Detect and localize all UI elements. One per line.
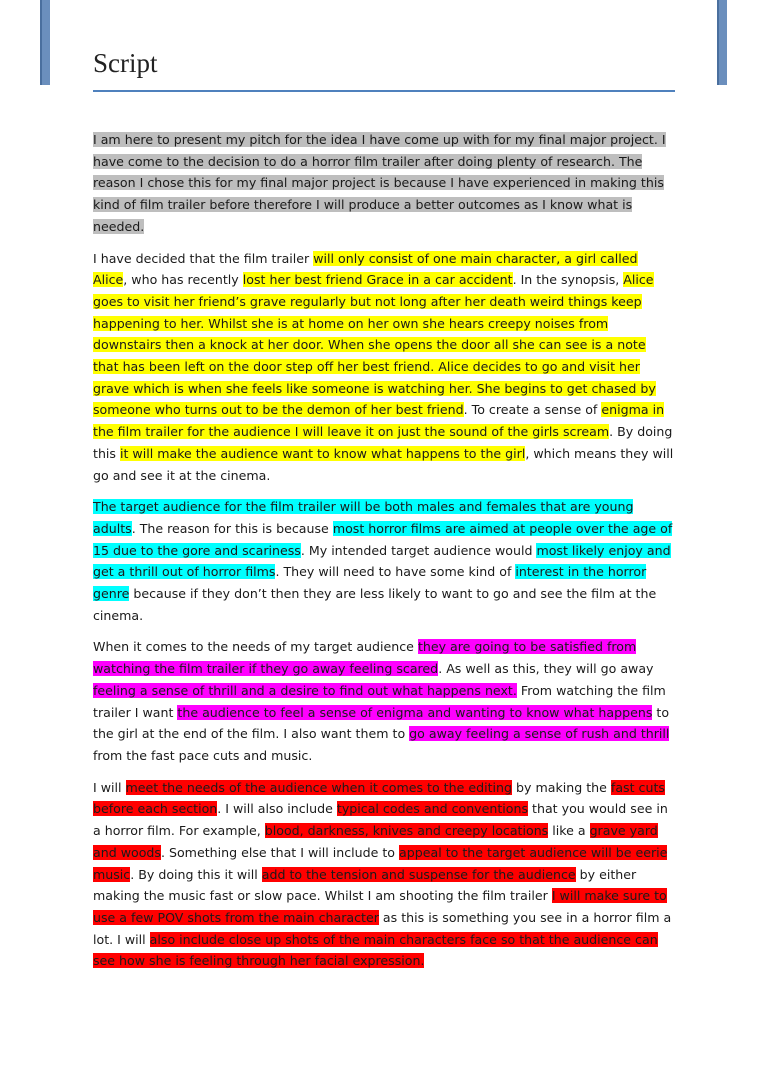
highlighted-text-cyan: most likely enjoy and get a thrill out of horror films <box>93 542 671 580</box>
highlighted-text-magenta: feeling a sense of thrill and a desire to find out what happens next. <box>93 682 517 698</box>
text-segment: I have decided that the film trailer <box>93 250 314 266</box>
text-segment: . My intended target audience would <box>300 542 537 558</box>
title-underline-divider <box>93 90 675 92</box>
highlighted-text-yellow: will only consist of one main character, a girl called Alice <box>93 250 638 288</box>
paragraph <box>93 248 675 487</box>
text-segment: as this is something you see in a horror film a lot. I will <box>93 909 672 947</box>
highlighted-text-red: also include close up shots of the main characters face so that the audience can see how she is feeling through her facial expression. <box>93 931 658 969</box>
left-decorative-bar <box>40 0 50 85</box>
highlighted-text-cyan: most horror films are aimed at people over the age of 15 due to the gore and scariness <box>93 520 673 558</box>
text-segment: . As well as this, they will go away <box>438 661 654 677</box>
text-segment: . By doing this <box>93 424 673 461</box>
text-segment: that you would see in a horror film. For example, <box>93 801 668 839</box>
text-segment: by either making the music fast or slow pace. Whilst I am shooting the film trailer <box>93 866 637 904</box>
paragraph <box>93 636 675 766</box>
text-segment: When it comes to the needs of my target audience <box>93 639 418 655</box>
text-segment: by making the <box>512 779 611 795</box>
text-segment: like a <box>548 823 590 839</box>
text-segment: , which means they will go and see it at the cinema. <box>93 445 674 483</box>
text-segment: . They will need to have some kind of <box>275 564 516 580</box>
highlighted-text-red: blood, darkness, knives and creepy locations <box>264 823 549 839</box>
text-segment: from the fast pace cuts and music. <box>93 747 313 763</box>
text-segment: I will <box>93 779 126 795</box>
highlighted-text-cyan: interest in the horror genre <box>93 564 647 602</box>
text-segment: to the girl at the end of the film. I also want them to <box>93 704 670 742</box>
highlighted-text-yellow: enigma in the film trailer for the audience I will leave it on just the sound of the girls scream <box>93 402 665 440</box>
paragraph <box>93 777 675 972</box>
text-segment: . I will also include <box>217 801 337 817</box>
highlighted-text-red: grave yard and woods <box>93 823 658 860</box>
highlighted-text-red: appeal to the target audience will be eerie music <box>93 844 668 882</box>
highlighted-text-yellow: lost her best friend Grace in a car accident <box>242 272 513 288</box>
text-segment: . To create a sense of <box>463 402 602 418</box>
highlighted-text-magenta: the audience to feel a sense of enigma and wanting to know what happens <box>177 704 653 720</box>
text-segment: , who has recently <box>123 272 243 288</box>
highlighted-text-red: add to the tension and suspense for the audience <box>261 866 576 882</box>
text-segment: From watching the film trailer I want <box>93 682 666 720</box>
right-decorative-bar <box>717 0 727 85</box>
text-segment: because if they don’t then they are less likely to want to go and see the film at the cinema. <box>93 586 657 623</box>
highlighted-text-cyan: The target audience for the film trailer will be both males and females that are young adults <box>93 499 634 536</box>
paragraph <box>93 496 675 626</box>
highlighted-text-gray: I am here to present my pitch for the idea I have come up with for my final major project. I have come to the decision to do a horror film trailer after doing plenty of research. The reason I chose this for my final major project is because I have experienced in making this kind of film trailer before therefore I will produce a better outcomes as I know what is needed. <box>93 132 666 234</box>
document-body <box>93 129 675 982</box>
page-title: Script <box>93 48 158 78</box>
paragraph <box>93 129 675 238</box>
text-segment: . The reason for this is because <box>131 520 333 536</box>
highlighted-text-yellow: Alice goes to visit her friend’s grave regularly but not long after her death weird things keep happening to her. Whilst she is at home on her own she hears creepy noises from downstairs then a knock at her door. When she opens the door all she can see is a note that has been left on the door step off her best friend. Alice decides to go and visit her grave which is when she feels like someone is watching her. She begins to get chased by someone who turns out to be the demon of her best friend <box>93 272 656 418</box>
highlighted-text-red: fast cuts before each section <box>93 779 665 817</box>
highlighted-text-red: meet the needs of the audience when it comes to the editing <box>125 779 512 795</box>
highlighted-text-magenta: go away feeling a sense of rush and thrill <box>409 726 670 742</box>
highlighted-text-yellow: it will make the audience want to know what happens to the girl <box>119 445 526 461</box>
text-segment: . By doing this it will <box>130 866 262 882</box>
text-segment: . In the synopsis, <box>512 272 624 288</box>
text-segment: . Something else that I will include to <box>160 844 400 860</box>
highlighted-text-red: I will make sure to use a few POV shots from the main character <box>93 888 667 925</box>
highlighted-text-magenta: they are going to be satisfied from watching the film trailer if they go away feeling scared <box>93 639 637 677</box>
highlighted-text-red: typical codes and conventions <box>336 801 529 817</box>
